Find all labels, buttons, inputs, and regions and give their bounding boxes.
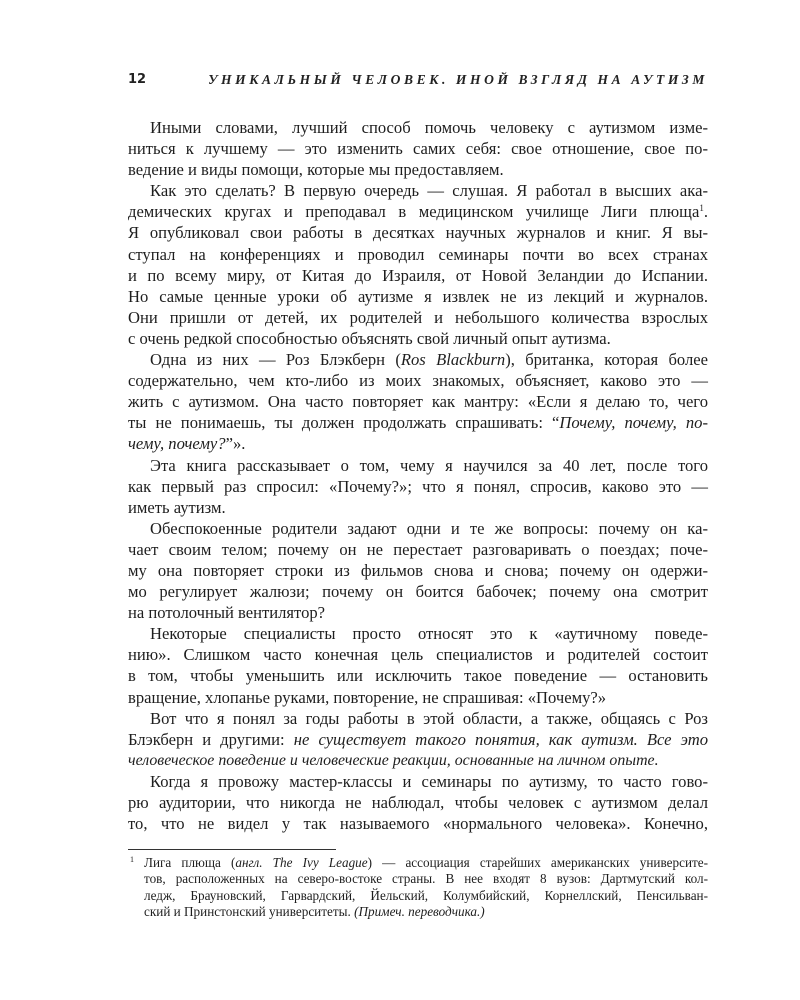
footnote-marker: 1: [130, 855, 134, 864]
text-line: Они пришли от детей, их родителей и небольшого количества взрослых: [128, 307, 708, 327]
text-line: демических кругах и преподавал в медицинском училище Лиги плюща$^1$.: [128, 202, 708, 222]
text-line: иметь аутизм.: [128, 497, 226, 517]
text-line: человеческое поведение и человеческие реакции, основанные на личном опыте.: [128, 751, 659, 769]
text-line: ниться к лучшему — это изменить самих себя: свое отношение, свое по-: [128, 139, 708, 159]
text-line: Когда я провожу мастер-классы и семинары по аутизму, то часто гово-: [150, 771, 708, 791]
text-line: Но самые ценные уроки об аутизме я извлек не из лекций и журналов.: [128, 286, 708, 306]
text-line: и по всему миру, от Китая до Израиля, от Новой Зеландии до Испании.: [128, 265, 708, 285]
text-line: Эта книга рассказывает о том, чему я научился за 40 лет, после того: [150, 455, 708, 475]
running-head-title: УНИКАЛЬНЫЙ ЧЕЛОВЕК. ИНОЙ ВЗГЛЯД НА АУТИЗМ: [208, 72, 708, 87]
text-line: жить с аутизмом. Она часто повторяет как мантру: «Если я делаю то, чего: [128, 392, 708, 412]
text-line: то, что не видел у так называемого «нормального человека». Конечно,: [128, 814, 708, 834]
footnote: [128, 855, 708, 920]
text-line: в том, чтобы уменьшить или исключить такое поведение — остановить: [128, 666, 708, 686]
text-line: чает своим телом; почему он не перестает разговаривать о поездах; поче-: [128, 539, 708, 559]
footnote-divider: [128, 849, 336, 850]
text-line: Обеспокоенные родители задают одни и те же вопросы: почему он ка-: [150, 518, 708, 538]
text-line: как первый раз спросил: «Почему?»; что я понял, спросив, каково это —: [128, 476, 708, 496]
text-line: с очень редкой способностью объяснять свой личный опыт аутизма.: [128, 328, 611, 348]
footnote-line: ледж, Брауновский, Гарвардский, Йельский, Колумбийский, Корнеллский, Пенсильван-: [144, 887, 708, 903]
text-line: нию». Слишком часто конечная цель специалистов и родителей состоит: [128, 645, 708, 665]
footnote-line: 1 Лига плюща (англ. The Ivy League) — ассоциация старейших американских университе-: [128, 855, 708, 871]
page-number: 12: [128, 72, 147, 87]
text-line: вращение, хлопанье руками, повторение, не спрашивая: «Почему?»: [128, 687, 607, 707]
text-line: Одна из них — Роз Блэкберн (Ros Blackburn), британка, которая более: [150, 350, 709, 370]
text-line: чему, почему?”».: [128, 434, 246, 454]
text-line: му она повторяет строки из фильмов снова и снова; почему он одержи-: [128, 560, 708, 580]
text-line: на потолочный вентилятор?: [128, 603, 326, 623]
text-line: ступал на конференциях и проводил семинары почти во всех странах: [128, 244, 708, 264]
text-line: Блэкберн и другими: не существует такого понятия, как аутизм. Все это: [128, 729, 709, 749]
text-line: Как это сделать? В первую очередь — слушая. Я работал в высших ака-: [150, 181, 708, 201]
footnote-line: тов, расположенных на северо-востоке страны. В нее входят 8 вузов: Дартмутский кол-: [144, 871, 708, 887]
running-head: [128, 72, 708, 92]
text-line: Некоторые специалисты просто относят это к «аутичному поведе-: [150, 624, 708, 644]
text-line: Вот что я понял за годы работы в этой области, а также, общаясь с Роз: [150, 708, 708, 728]
text-line: мо регулирует жалюзи; почему он боится бабочек; почему она смотрит: [128, 582, 708, 602]
text-line: рю аудитории, что никогда не наблюдал, чтобы человек с аутизмом делал: [128, 793, 708, 812]
text-line: ты не понимаешь, ты должен продолжать спрашивать: “Почему, почему, по-: [128, 413, 708, 433]
footnote-line: ский и Принстонский университеты. (Примеч. переводчика.): [144, 903, 485, 919]
footnote-ref[interactable]: 1: [699, 203, 704, 214]
text-line: содержательно, чем кто-либо из моих знакомых, объясняет, каково это —: [128, 371, 708, 391]
text-line: Иными словами, лучший способ помочь человеку с аутизмом изме-: [150, 118, 708, 137]
text-line: ведение и виды помощи, которые мы предоставляем.: [128, 160, 504, 180]
text-line: Я опубликовал свои работы в десятках научных журналов и книг. Я вы-: [128, 223, 708, 243]
body-text: [128, 117, 708, 834]
